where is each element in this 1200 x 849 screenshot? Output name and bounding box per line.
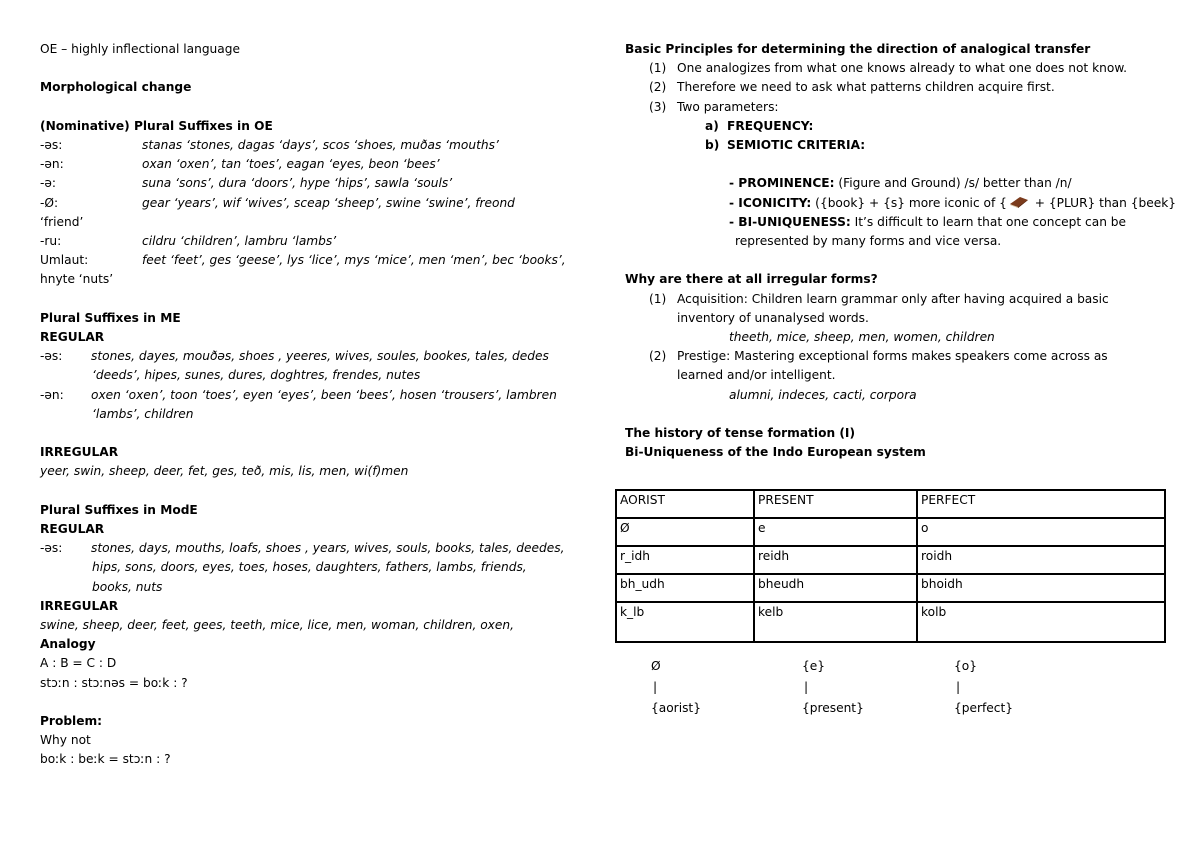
oe-umlaut-cont: hnyte ‘nuts’	[40, 272, 114, 287]
biuniqueness-heading: Bi-Uniqueness of the Indo European system	[625, 445, 926, 460]
oe-friend: ‘friend’	[40, 214, 84, 229]
table-cell: r_idh	[616, 546, 754, 574]
irregular-item-cont: inventory of unanalysed words.	[677, 310, 869, 325]
me-en-row: -ən: oxen ‘oxen’, toon ‘toes’, eyen ‘eyes’, been ‘bees’, hosen ‘trousers’, lambren	[40, 387, 557, 402]
mode-es-row: -əs: stones, days, mouths, loafs, shoes , years, wives, souls, books, tales, deedes,	[40, 541, 565, 556]
table-cell: bh_udh	[616, 574, 754, 602]
me-es-cont: ‘deeds’, hipes, sunes, dures, doghtres, frendes, nutes	[92, 368, 421, 383]
analogy-heading: Analogy	[40, 637, 96, 652]
oe-row: -ən: oxan ‘oxen’, tan ‘toes’, eagan ‘eyes, beon ‘bees’	[40, 157, 440, 172]
mode-regular: REGULAR	[40, 522, 105, 536]
table-cell: Ø	[616, 518, 754, 546]
oe-heading: (Nominative) Plural Suffixes in OE	[40, 118, 273, 133]
problem-example: boːk : beːk = stɔːn : ?	[40, 752, 171, 767]
biuniqueness-line: - BI-UNIQUENESS: It’s difficult to learn that one concept can be	[729, 214, 1127, 229]
irregular-item: (2) Prestige: Mastering exceptional forms makes speakers come across as	[649, 349, 1108, 364]
perfect-mapping: {o} | {perfect}	[954, 659, 1014, 715]
me-irregular-list: yeer, swin, sheep, deer, fet, ges, teð, mis, lis, men, wi(f)men	[40, 464, 409, 479]
aorist-mapping: Ø | {aorist}	[651, 659, 701, 715]
table-cell: kolb	[917, 602, 1165, 642]
morph-heading: Morphological change	[40, 80, 192, 95]
table-row	[616, 574, 1165, 602]
ie-tense-table	[615, 489, 1166, 643]
param-item: a) FREQUENCY:	[705, 118, 814, 133]
analogy-formula: A : B = C : D	[40, 656, 117, 671]
prominence-line: - PROMINENCE: (Figure and Ground) /s/ better than /n/	[729, 176, 1072, 191]
me-regular: REGULAR	[40, 330, 105, 344]
table-cell: k_lb	[616, 602, 754, 642]
book-icon	[1009, 195, 1029, 209]
irregular-example: alumni, indeces, cacti, corpora	[729, 387, 917, 402]
mode-irregular-list: swine, sheep, deer, feet, gees, teeth, mice, lice, men, woman, children, oxen,	[40, 618, 514, 633]
oe-row: Umlaut: feet ‘feet’, ges ‘geese’, lys ‘lice’, mys ‘mice’, men ‘men’, bec ‘books’,	[40, 253, 566, 268]
mode-es-cont: hips, sons, doors, eyes, toes, hoses, daughters, fathers, lambs, friends,	[92, 560, 527, 575]
table-row	[616, 546, 1165, 574]
table-cell: bheudh	[754, 574, 917, 602]
me-es-row: -əs: stones, dayes, mouðəs, shoes , yeeres, wives, soules, bookes, tales, dedes	[40, 349, 549, 364]
problem-text: Why not	[40, 733, 91, 748]
oe-row: -Ø: gear ‘years’, wif ‘wives’, sceap ‘sheep’, swine ‘swine’, freond	[40, 195, 515, 210]
table-cell: o	[917, 518, 1165, 546]
table-header: PERFECT	[917, 490, 1165, 518]
me-heading: Plural Suffixes in ME	[40, 310, 181, 325]
irregular-item: (1) Acquisition: Children learn grammar only after having acquired a basic	[649, 291, 1109, 306]
oe-row: -ə: suna ‘sons’, dura ‘doors’, hype ‘hips’, sawla ‘souls’	[40, 176, 453, 191]
principle-item: (3) Two parameters:	[649, 99, 779, 114]
me-en-cont: ‘lambs’, children	[92, 406, 194, 421]
mode-es-cont: books, nuts	[92, 579, 163, 594]
iconicity-line: - ICONICITY: ({book} + {s} more iconic of { + {PLUR} than {beek}	[729, 195, 1177, 210]
table-cell: bhoidh	[917, 574, 1165, 602]
table-header: AORIST	[616, 490, 754, 518]
oe-row: -ru: cildru ‘children’, lambru ‘lambs’	[40, 234, 337, 248]
table-cell: reidh	[754, 546, 917, 574]
param-item: b) SEMIOTIC CRITERIA:	[705, 138, 866, 153]
principles-heading: Basic Principles for determining the direction of analogical transfer	[625, 42, 1091, 56]
principle-item: (1) One analogizes from what one knows already to what one does not know.	[649, 61, 1128, 76]
problem-heading: Problem:	[40, 714, 103, 729]
table-row	[616, 518, 1165, 546]
table-header-row	[616, 490, 1165, 518]
biuniqueness-cont: represented by many forms and vice versa.	[735, 234, 1002, 249]
mode-irregular: IRREGULAR	[40, 598, 119, 613]
irregular-item-cont: learned and/or intelligent.	[677, 368, 836, 383]
me-irregular: IRREGULAR	[40, 445, 119, 460]
tense-heading: The history of tense formation (I)	[625, 426, 856, 441]
left-column	[40, 40, 588, 770]
irregular-heading: Why are there at all irregular forms?	[625, 272, 878, 287]
doc-title: OE – highly inflectional language	[40, 42, 240, 56]
table-row	[616, 602, 1165, 642]
table-cell: e	[754, 518, 917, 546]
table-cell: kelb	[754, 602, 917, 642]
irregular-example: theeth, mice, sheep, men, women, children	[729, 330, 995, 345]
table-header: PRESENT	[754, 490, 917, 518]
table-cell: roidh	[917, 546, 1165, 574]
right-column	[625, 40, 1185, 462]
mode-heading: Plural Suffixes in ModE	[40, 502, 198, 517]
present-mapping: {e} | {present}	[802, 659, 864, 715]
analogy-example: stɔːn : stɔːnəs = boːk : ?	[40, 675, 188, 690]
oe-row: -əs: stanas ‘stones, dagas ‘days’, scos ‘shoes, muðas ‘mouths’	[40, 137, 499, 152]
principle-item: (2) Therefore we need to ask what patterns children acquire first.	[649, 80, 1055, 95]
